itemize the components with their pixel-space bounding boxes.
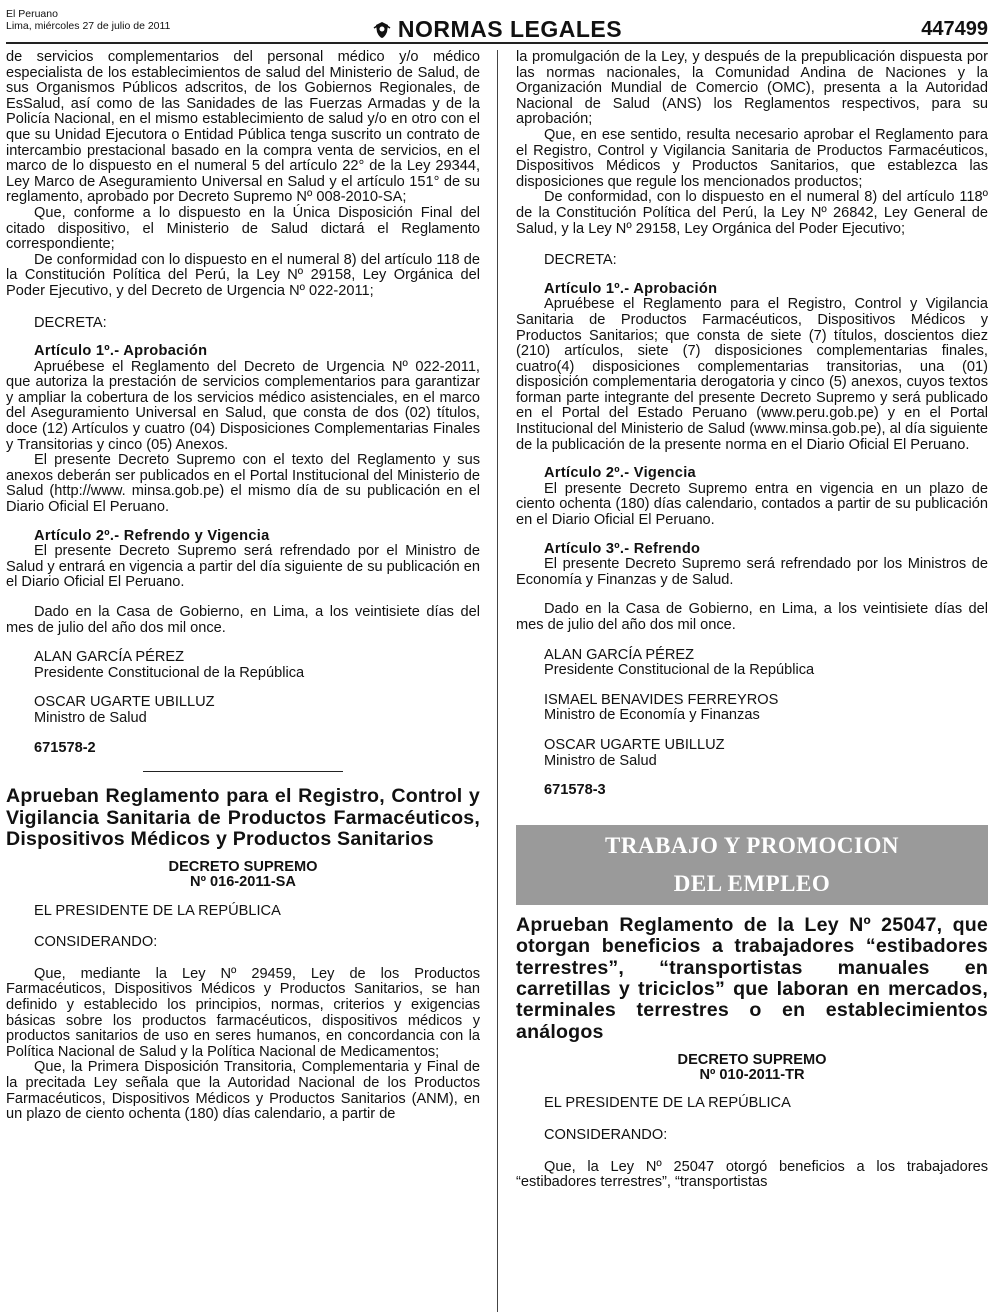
decree-number: Nº 016-2011-SA	[190, 873, 296, 890]
dado-en-lima: Dado en la Casa de Gobierno, en Lima, a los veintisiete días del mes de julio del año dos mil once.	[6, 604, 480, 636]
paragraph: Que, en ese sentido, resulta necesario aprobar el Reglamento para el Registro, Control y Vigilancia Sanitaria de Productos Farmacéuticos, Dispositivos Médicos y Productos Sanitarios, que establezca las disposiciones que regule los mencionados productos;	[516, 126, 988, 190]
decree-heading	[516, 1053, 988, 1082]
signature-block	[6, 650, 480, 681]
paragraph: De conformidad, con lo dispuesto en el numeral 8) del artículo 118º de la Constitución Política del Perú, la Ley Nº 26842, Ley General de Salud, y la Ley Nº 29158, Ley Orgánica del Poder Ejecutivo;	[516, 189, 988, 237]
presidente-heading: EL PRESIDENTE DE LA REPÚBLICA	[544, 1095, 791, 1112]
publication-date: Lima, miércoles 27 de julio de 2011	[6, 20, 171, 32]
signatory-name: ALAN GARCÍA PÉREZ	[544, 646, 695, 663]
presidente-heading: EL PRESIDENTE DE LA REPÚBLICA	[34, 902, 281, 919]
right-column	[516, 50, 988, 1191]
document-code: 671578-2	[34, 739, 96, 756]
coat-of-arms-icon	[372, 20, 392, 40]
section-name: NORMAS LEGALES	[397, 16, 623, 42]
paragraph: de servicios complementarios del personal médico y/o médico especialista de los establecimientos de salud del Ministerio de Salud, de sus Organismos Públicos adscritos, de los Gobiernos Regionales, de EsSalud, así como de las Sanidades de las Fuerzas Armadas y de la Policía Nacional, en el mismo establecimiento de salud y/o en otro con el que su Unidad Ejecutora o Entidad Pública tenga suscrito un contrato de intercambio prestacional basado en la compra venta de servicios, en el marco de lo dispuesto en el numeral 5 del artículo 22° de la Ley 29344, Ley Marco de Aseguramiento Universal en Salud y el artículo 151° de su reglamento, aprobado por Decreto Supremo Nº 008-2010-SA;	[6, 49, 480, 206]
article-title: Artículo 2º.- Vigencia	[544, 465, 696, 482]
separator-rule	[143, 771, 343, 772]
sector-name-line1: TRABAJO Y PROMOCION	[604, 832, 899, 858]
publication-name: El Peruano	[6, 8, 58, 20]
column-divider	[497, 50, 498, 1312]
signatory-role: Presidente Constitucional de la República	[544, 662, 815, 679]
paragraph: El presente Decreto Supremo será refrendado por los Ministros de Economía y Finanzas y de Salud.	[516, 556, 988, 588]
document-code: 671578-3	[544, 782, 606, 799]
signature-block	[516, 648, 988, 679]
signature-block	[6, 695, 480, 726]
signatory-name: OSCAR UGARTE UBILLUZ	[544, 736, 725, 753]
paragraph: Que, la Primera Disposición Transitoria, Complementaria y Final de la precitada Ley señala que la Autoridad Nacional de los Productos Farmacéuticos, Dispositivos Médicos y Productos Sanitarios (ANM), en un plazo de ciento ochenta (180) días calendario, a partir de	[6, 1059, 480, 1123]
signatory-name: OSCAR UGARTE UBILLUZ	[34, 694, 215, 711]
paragraph: De conformidad con lo dispuesto en el numeral 8) del artículo 118 de la Constitución Política del Perú, la Ley Nº 29158, Ley Orgánica del Poder Ejecutivo, y del Decreto de Urgencia Nº 022-2011;	[6, 251, 480, 299]
section-title	[6, 16, 988, 42]
article-title: Artículo 1º.- Aprobación	[34, 343, 208, 360]
article-title: Artículo 2º.- Refrendo y Vigencia	[34, 527, 270, 544]
paragraph: Que, la Ley Nº 25047 otorgó beneficios a los trabajadores “estibadores terrestres”, “transportistas	[516, 1158, 988, 1191]
signature-block	[516, 693, 988, 724]
paragraph: Apruébese el Reglamento para el Registro, Control y Vigilancia Sanitaria de Productos Farmacéuticos, Dispositivos Médicos y Productos Sanitarios; que consta de siete (7) títulos, doscientos diez (210) artículos, siete (7) disposiciones complementarias finales, cuatro(4) disposiciones complementarias transitorias, una (01) disposición complementaria derogatoria y cinco (5) anexos, cuyos textos forman parte integrante del presente Decreto Supremo y será publicado en el Portal del Estado Peruano (www.peru.gob.pe) y en el Portal Institucional del Ministerio de Salud (www.minsa.gob.pe), al día siguiente de la publicación de la presente norma en el Diario Oficial El Peruano.	[516, 296, 988, 453]
norm-title: Aprueban Reglamento de la Ley Nº 25047, que otorgan beneficios a trabajadores “estibadores terrestres”, “transportistas manuales en carretillas y triciclos” que laboran en mercados, terminales terrestres o en establecimientos análogos	[516, 913, 988, 1043]
paragraph: El presente Decreto Supremo será refrendado por el Ministro de Salud y entrará en vigencia a partir del día siguiente de su publicación en el Diario Oficial El Peruano.	[6, 543, 480, 591]
signature-block	[516, 738, 988, 769]
page-number: 447499	[921, 18, 988, 40]
signatory-role: Ministro de Salud	[544, 752, 657, 769]
paragraph: Apruébese el Reglamento del Decreto de Urgencia Nº 022-2011, que autoriza la prestación de servicios complementarios para garantizar y ampliar la cobertura de los servicios médico asistenciales, en el marco del Aseguramiento Universal en Salud, que consta de dos (02) títulos, doce (12) Artículos y cuatro (04) Disposiciones Complementarias Finales y Transitorias y cinco (05) Anexos.	[6, 358, 480, 453]
decree-number: Nº 010-2011-TR	[699, 1066, 805, 1083]
article-title: Artículo 3º.- Refrendo	[544, 540, 701, 557]
signatory-name: ISMAEL BENAVIDES FERREYROS	[544, 691, 779, 708]
paragraph: El presente Decreto Supremo entra en vigencia en un plazo de ciento ochenta (180) días calendario, contados a partir de su publicación en el Diario Oficial El Peruano.	[516, 480, 988, 529]
decree-heading	[6, 860, 480, 889]
decreta-heading: DECRETA:	[34, 314, 107, 331]
paragraph: Que, mediante la Ley Nº 29459, Ley de los Productos Farmacéuticos, Dispositivos Médicos y Productos Sanitarios, se han definido y establecido los principios, normas, criterios y exigencias básicas sobre los productos farmacéuticos, dispositivos médicos y productos sanitarios de uso en seres humanos, en concordancia con la Política Nacional de Salud y la Política Nacional de Medicamentos;	[6, 965, 480, 1060]
dado-en-lima: Dado en la Casa de Gobierno, en Lima, a los veintisiete días del mes de julio del año dos mil once.	[516, 601, 988, 633]
paragraph: Que, conforme a lo dispuesto en la Única Disposición Final del citado dispositivo, el Ministerio de Salud dictará el Reglamento correspondiente;	[6, 204, 480, 253]
norm-title: Aprueban Reglamento para el Registro, Control y Vigilancia Sanitaria de Productos Farmacéuticos, Dispositivos Médicos y Productos Sanitarios	[6, 785, 480, 850]
paragraph: la promulgación de la Ley, y después de la prepublicación dispuesta por las normas nacionales, la Comunidad Andina de Naciones y la Organización Mundial de Comercio (OMC), presenta a la Autoridad Nacional de Salud (ANS) los Reglamentos respectivos, para su aprobación;	[516, 49, 988, 128]
decree-type: DECRETO SUPREMO	[168, 859, 318, 876]
decreta-heading: DECRETA:	[544, 252, 617, 269]
sector-banner	[516, 825, 988, 905]
decree-type: DECRETO SUPREMO	[677, 1052, 827, 1069]
signatory-role: Presidente Constitucional de la República	[34, 664, 305, 681]
page-header	[6, 8, 988, 44]
considerando-heading: CONSIDERANDO:	[544, 1126, 668, 1143]
signatory-name: ALAN GARCÍA PÉREZ	[34, 649, 185, 666]
signatory-role: Ministro de Salud	[34, 709, 147, 726]
paragraph: El presente Decreto Supremo con el texto del Reglamento y sus anexos deberán ser publicados en el Portal Institucional del Ministerio de Salud (http://www. minsa.gob.pe) el mismo día de su publicación en el Diario Oficial El Peruano.	[6, 452, 480, 516]
signatory-role: Ministro de Economía y Finanzas	[544, 707, 760, 724]
sector-name-line2: DEL EMPLEO	[673, 870, 831, 896]
left-column	[6, 50, 480, 1123]
article-title: Artículo 1º.- Aprobación	[544, 280, 718, 297]
considerando-heading: CONSIDERANDO:	[34, 934, 158, 951]
